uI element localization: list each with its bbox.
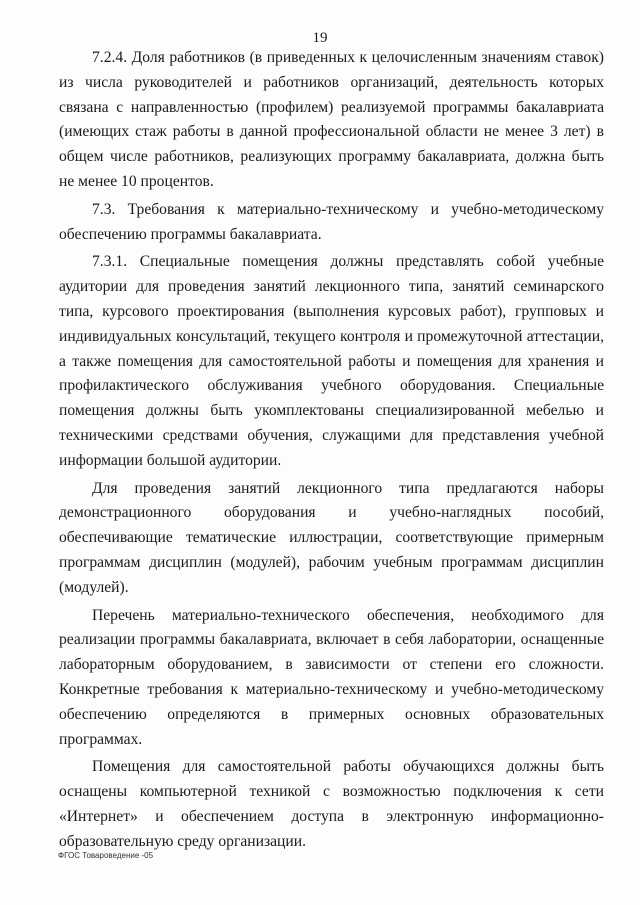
page-number: 19: [312, 30, 328, 46]
paragraph-7-3-1: 7.3.1. Специальные помещения должны представлять собой учебные аудитории для проведения занятий лекционного типа, занятий семинарского типа, курсового проектирования (выполнения курсовых работ), групповых и индивидуальных консультаций, текущего контроля и промежуточной аттестации, а также помещения для самостоятельной работы и помещения для хранения и профилактического обслуживания учебного оборудования. Специальные помещения должны быть укомплектованы специализированной мебелью и техническими средствами обучения, служащими для представления учебной информации большой аудитории.: [59, 253, 604, 469]
paragraph-7-2-4: 7.2.4. Доля работников (в приведенных к целочисленным значениям ставок) из числа руководителей и работников организаций, деятельность которых связана с направленностью (профилем) реализуемой программы бакалавриата (имеющих стаж работы в данной профессиональной области не менее 3 лет) в общем числе работников, реализующих программу бакалавриата, должна быть не менее 10 процентов.: [59, 49, 604, 190]
paragraph-7-3: 7.3. Требования к материально-техническому и учебно-методическому обеспечению программы бакалавриата.: [59, 200, 604, 243]
paragraph-material-technical-list: Перечень материально-технического обеспечения, необходимого для реализации программы бакалавриата, включает в себя лаборатории, оснащенные лабораторным оборудованием, в зависимости от степени его сложности. Конкретные требования к материально-техническому и учебно-методическому обеспечению определяются в примерных основных образовательных программах.: [59, 606, 604, 748]
paragraph-self-study-rooms: Помещения для самостоятельной работы обучающихся должны быть оснащены компьютерной техникой с возможностью подключения к сети «Интернет» и обеспечением доступа в электронную информационно-образовательную среду организации.: [59, 758, 604, 850]
page-footer: ФГОС Товароведение -05: [58, 851, 154, 860]
paragraph-lecture-equipment: Для проведения занятий лекционного типа предлагаются наборы демонстрационного оборудования и учебно-наглядных пособий, обеспечивающие тематические иллюстрации, соответствующие примерным программам дисциплин (модулей), рабочим учебным программам дисциплин (модулей).: [59, 479, 604, 596]
document-body: [59, 46, 604, 858]
